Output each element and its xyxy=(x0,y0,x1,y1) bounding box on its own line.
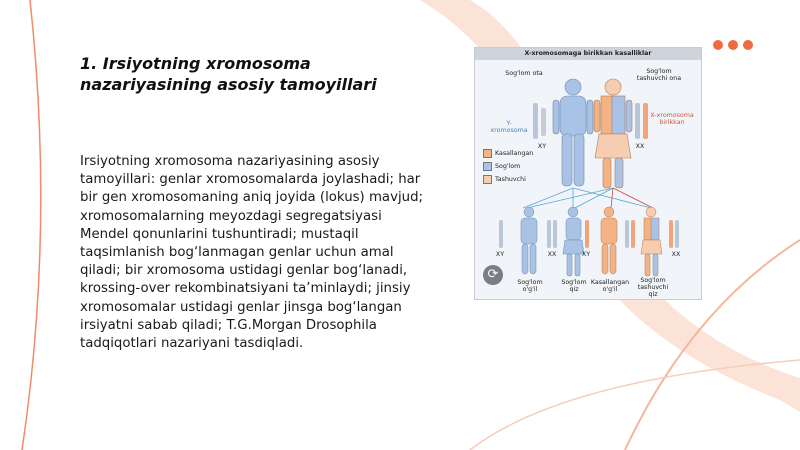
refresh-icon[interactable]: ⟳ xyxy=(483,265,503,285)
child-label xyxy=(589,279,631,293)
child-label xyxy=(557,279,591,293)
father-chromosome xyxy=(541,108,546,136)
slide-title-line2: nazariyasining asosiy tamoyillari xyxy=(80,75,377,94)
diagram-legend xyxy=(483,149,533,188)
mother-label xyxy=(629,68,689,82)
mother-label-line1: Sog'lom xyxy=(646,68,672,75)
child-figure-affected-son xyxy=(601,207,617,274)
accent-dot xyxy=(728,40,738,50)
mother-karyotype: XX xyxy=(635,143,645,150)
legend-item xyxy=(483,149,533,158)
y-chromosome-note: Y-xromosoma xyxy=(490,120,528,134)
legend-label: Kasallangan xyxy=(495,150,534,157)
child-label-line3: qiz xyxy=(648,291,658,298)
child-label-line2: o'g'il xyxy=(522,286,538,293)
decorative-arc-left xyxy=(22,0,41,450)
father-label xyxy=(499,70,549,77)
legend-item xyxy=(483,175,533,184)
menu-dots xyxy=(713,40,753,50)
slide-body-text: Irsiyotning xromosoma nazariyasining asosiy tamoyillari: genlar xromosomalarda joylashadi; har bir gen xromosomaning aniq joyida (lokus) mavjud; xromosomalarning meyozdagi segregatsiyasi Mendel qonunlarini tushuntiradi; mustaqil taqsimlanish bog‘lanmagan genlar uchun amal qiladi; bir xromosoma ustidagi genlar bog‘lanadi, krossing-over rekombinatsiyani ta’minlaydi; jinsiy xromosomalar ustidagi genlar jinsga bog‘langan irsiyatni sabab qiladi; T.G.Morgan Drosophila tadqiqotlari nazariyani tasdiqladi. xyxy=(80,154,423,352)
legend-swatch xyxy=(483,149,492,158)
child-label-line1: Kasallangan xyxy=(590,279,630,286)
legend-swatch xyxy=(483,162,492,171)
child-figure-carrier-daughter xyxy=(641,207,662,276)
slide-title-line1: 1. Irsiyotning xromosoma xyxy=(80,54,311,73)
accent-dot xyxy=(743,40,753,50)
accent-dot xyxy=(713,40,723,50)
mother-label-line2: tashuvchi ona xyxy=(636,75,682,82)
legend-label: Tashuvchi xyxy=(495,176,526,183)
diagram-title: X-xromosomaga birikkan kasalliklar xyxy=(475,48,701,60)
child-label-line1: Sog'lom xyxy=(561,279,587,286)
child-label-line2: tashuvchi xyxy=(637,284,669,291)
child-label-line1: Sog'lom xyxy=(517,279,543,286)
father-label-text: Sog'lom ota xyxy=(505,70,543,77)
father-figure xyxy=(553,79,593,186)
child-label xyxy=(513,279,547,293)
child-label-line2: qiz xyxy=(569,286,579,293)
x-chromosome-note: X-xromosoma birikkan xyxy=(650,112,694,126)
legend-label: Sog'lom xyxy=(495,163,521,170)
father-chromosome xyxy=(533,103,538,139)
slide-title xyxy=(80,53,420,95)
mother-figure xyxy=(594,79,632,188)
child-label xyxy=(635,277,671,298)
mother-chromosome xyxy=(635,103,640,139)
inheritance-arrows xyxy=(523,188,653,208)
child-figure-daughter xyxy=(563,207,584,276)
child-karyotype: XX xyxy=(547,251,557,258)
child-karyotype: XX xyxy=(671,251,681,258)
child-label-line1: Sog'lom xyxy=(640,277,666,284)
legend-item xyxy=(483,162,533,171)
legend-swatch xyxy=(483,175,492,184)
child-karyotype: XY xyxy=(495,251,505,258)
child-figure-son xyxy=(521,207,537,274)
father-karyotype: XY xyxy=(537,143,547,150)
inheritance-diagram xyxy=(474,47,702,300)
child-karyotype: XY xyxy=(581,251,591,258)
child-label-line2: o'g'il xyxy=(602,286,618,293)
